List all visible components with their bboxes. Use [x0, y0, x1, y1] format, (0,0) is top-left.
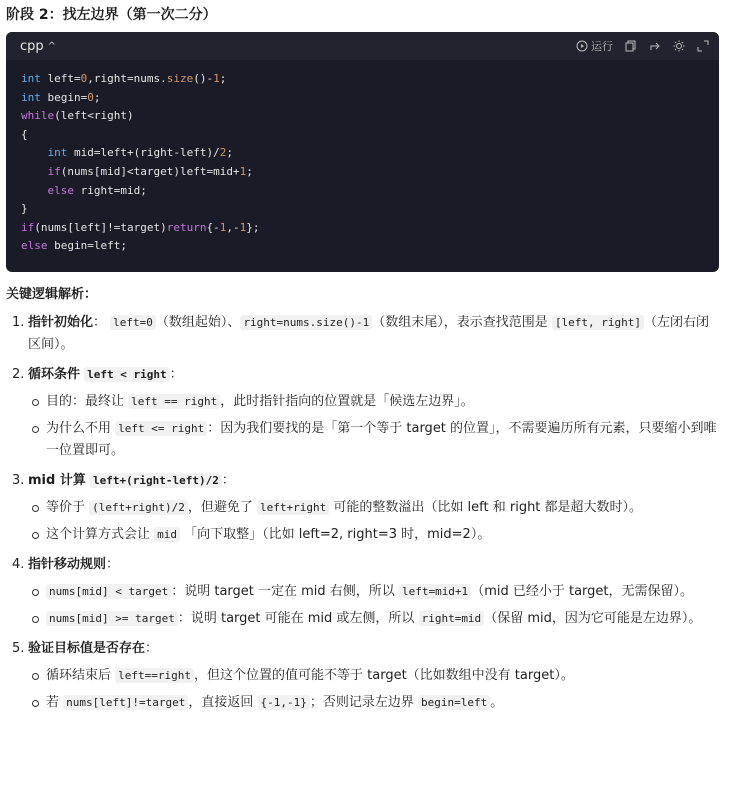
theme-icon[interactable] — [673, 40, 685, 52]
sub-item — [6, 497, 721, 519]
inline-code: begin=left — [418, 695, 490, 710]
code-line: } — [21, 202, 28, 216]
item-number: 2. — [12, 367, 25, 382]
text: ，直接返回 — [188, 695, 254, 710]
stage-heading: 阶段 2：找左边界（第一次二分） — [6, 7, 217, 23]
inline-code: [left, right] — [552, 315, 644, 330]
inline-code: left <= right — [115, 421, 207, 436]
inline-code: left == right — [128, 394, 220, 409]
code-line: else begin=left; — [21, 239, 127, 253]
inline-code: right=mid — [419, 611, 485, 626]
text: （保留 mid，因为它可能是左边界）。 — [484, 611, 702, 626]
item-number: 4. — [12, 557, 25, 572]
inline-code: mid — [154, 527, 180, 542]
item-sep: ： — [106, 557, 120, 572]
sub-item — [6, 608, 721, 630]
sub-item — [6, 581, 721, 603]
code-line: else right=mid; — [47, 183, 147, 197]
inline-code: (left+right)/2 — [89, 500, 188, 515]
text: （左闭右闭区间）。 — [28, 315, 710, 352]
sub-item — [6, 665, 721, 687]
inline-code: left=0 — [110, 315, 156, 330]
sub-item — [6, 391, 721, 413]
chevron-up-icon: ^ — [47, 40, 57, 52]
text: 若 — [46, 695, 60, 710]
text: 。 — [490, 695, 504, 710]
language-label: cpp — [20, 38, 44, 54]
sub-item — [6, 418, 721, 462]
item-title: 指针初始化 — [28, 315, 94, 330]
item-number: 5. — [12, 641, 25, 656]
text: （数组末尾），表示查找范围是 — [372, 315, 548, 330]
text: ，但避免了 — [187, 500, 253, 515]
text: （mid 已经小于 target，无需保留）。 — [471, 584, 694, 599]
code-line: int left=0,right=nums.size()-1; — [21, 72, 227, 85]
item-title: mid 计算 — [28, 473, 86, 488]
inline-code: left < right — [84, 367, 169, 382]
sub-item — [6, 524, 721, 546]
item-title: 循环条件 — [28, 367, 81, 382]
item-title: 指针移动规则 — [28, 557, 107, 572]
run-label: 运行 — [591, 40, 613, 53]
list-item — [6, 470, 721, 492]
item-sep: ： — [145, 641, 159, 656]
inline-code: nums[left]!=target — [63, 695, 188, 710]
expand-icon[interactable] — [697, 40, 709, 52]
code-line: if(nums[left]!=target)return{-1,-1}; — [21, 220, 260, 234]
text: 为什么不用 — [46, 421, 112, 436]
section-title: 关键逻辑解析： — [6, 287, 98, 302]
inline-code: left==right — [115, 668, 194, 683]
text: 这个计算方式会让 — [46, 527, 151, 542]
code-line: int begin=0; — [21, 90, 101, 104]
list-item — [6, 638, 721, 660]
item-sep: ： — [93, 315, 107, 330]
play-circle-icon — [576, 40, 588, 52]
item-number: 1. — [12, 315, 25, 330]
text: ：说明 target 一定在 mid 右侧，所以 — [171, 584, 395, 599]
code-content — [6, 60, 719, 266]
code-block — [6, 32, 719, 272]
share-icon[interactable] — [649, 40, 661, 52]
text: 可能的整数溢出（比如 left 和 right 都是超大数时）。 — [333, 500, 643, 515]
code-toolbar — [576, 38, 709, 54]
text: ，此时指针指向的位置就是「候选左边界」。 — [220, 394, 474, 409]
language-selector[interactable] — [20, 39, 56, 54]
code-line: if(nums[mid]<target)left=mid+1; — [47, 164, 253, 178]
code-line: int mid=left+(right-left)/2; — [47, 146, 233, 160]
item-sep: ： — [169, 367, 183, 382]
list-item — [6, 554, 721, 576]
list-item — [6, 312, 721, 356]
item-sep: ： — [221, 473, 235, 488]
text: ：说明 target 可能在 mid 或左侧，所以 — [177, 611, 415, 626]
run-button[interactable] — [576, 38, 613, 54]
list-item — [6, 364, 721, 386]
text: ；否则记录左边界 — [309, 695, 414, 710]
sub-item — [6, 692, 721, 714]
code-line: while(left<right) — [21, 109, 134, 123]
inline-code: nums[mid] < target — [46, 584, 171, 599]
analysis-list — [6, 312, 721, 714]
text: （数组起始）、 — [155, 315, 241, 330]
inline-code: left+(right-left)/2 — [90, 473, 222, 488]
text: 目的：最终让 — [46, 394, 125, 409]
inline-code: nums[mid] >= target — [46, 611, 178, 626]
copy-icon[interactable] — [625, 40, 637, 52]
item-title: 验证目标值是否存在 — [28, 641, 146, 656]
text: ：因为我们要找的是「第一个等于 target 的位置」，不需要遍历所有元素，只要缩小到唯一位置即可。 — [46, 421, 717, 458]
inline-code: {-1,-1} — [258, 695, 310, 710]
code-line: { — [21, 127, 28, 141]
inline-code: right=nums.size()-1 — [240, 315, 372, 330]
inline-code: left+right — [257, 500, 329, 515]
text: ，但这个位置的值可能不等于 target（比如数组中没有 target）。 — [194, 668, 574, 683]
text: 循环结束后 — [46, 668, 112, 683]
inline-code: left=mid+1 — [399, 584, 471, 599]
code-header — [6, 32, 719, 60]
item-number: 3. — [12, 473, 25, 488]
text: 等价于 — [46, 500, 86, 515]
text: 「向下取整」（比如 left=2, right=3 时，mid=2）。 — [184, 527, 491, 542]
